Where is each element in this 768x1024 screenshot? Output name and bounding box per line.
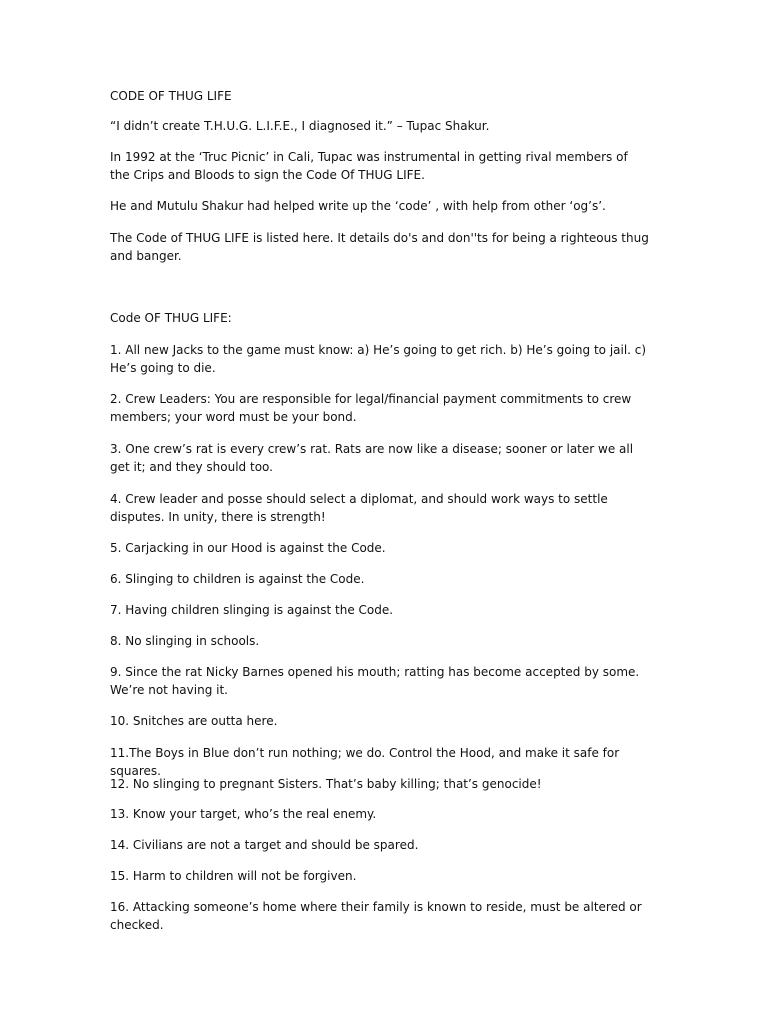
intro-paragraph-2: He and Mutulu Shakur had helped write up the ‘code’ , with help from other ‘og’s’.	[110, 199, 606, 213]
rule-item: 3. One crew’s rat is every crew’s rat. Rats are now like a disease; sooner or later we all get it; and they should too.	[110, 442, 634, 474]
rule-item: 9. Since the rat Nicky Barnes opened his mouth; ratting has become accepted by some. We’re not having it.	[110, 665, 640, 697]
rule-item: 4. Crew leader and posse should select a diplomat, and should work ways to settle disputes. In unity, there is strength!	[110, 492, 608, 524]
rule-item: 7. Having children slinging is against the Code.	[110, 603, 394, 617]
intro-paragraph-1: In 1992 at the ‘Truc Picnic’ in Cali, Tupac was instrumental in getting rival members of the Crips and Bloods to sign the Code Of THUG LIFE.	[110, 150, 628, 182]
rule-item: 8. No slinging in schools.	[110, 634, 260, 648]
rule-item: 12. No slinging to pregnant Sisters. That’s baby killing; that’s genocide!	[110, 777, 542, 791]
rule-item: 1. All new Jacks to the game must know: a) He’s going to get rich. b) He’s going to jail. c) He’s going to die.	[110, 343, 647, 375]
rule-item: 15. Harm to children will not be forgiven.	[110, 869, 357, 883]
rule-item: 14. Civilians are not a target and should be spared.	[110, 838, 419, 852]
rule-item: 11.The Boys in Blue don’t run nothing; we do. Control the Hood, and make it safe for squares.	[110, 746, 620, 778]
rule-item: 10. Snitches are outta here.	[110, 714, 278, 728]
opening-quote: “I didn’t create T.H.U.G. L.I.F.E., I diagnosed it.” – Tupac Shakur.	[110, 119, 490, 133]
rule-item: 16. Attacking someone’s home where their family is known to reside, must be altered or checked.	[110, 900, 642, 932]
document-title: CODE OF THUG LIFE	[110, 89, 232, 103]
rule-item: 6. Slinging to children is against the Code.	[110, 572, 365, 586]
rule-item: 13. Know your target, who’s the real enemy.	[110, 807, 377, 821]
list-heading: Code OF THUG LIFE:	[110, 311, 232, 325]
intro-paragraph-3: The Code of THUG LIFE is listed here. It details do's and don''ts for being a righteous thug and banger.	[110, 231, 649, 263]
rule-item: 2. Crew Leaders: You are responsible for legal/financial payment commitments to crew members; your word must be your bond.	[110, 392, 632, 424]
rule-item: 5. Carjacking in our Hood is against the Code.	[110, 541, 386, 555]
